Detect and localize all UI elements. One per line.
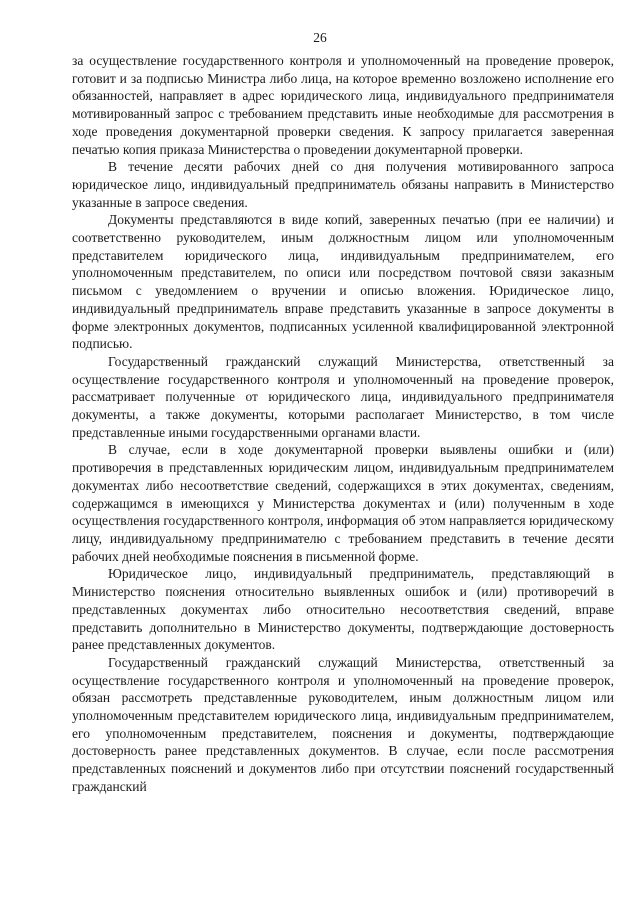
document-body xyxy=(72,52,614,796)
page-number: 26 xyxy=(313,30,327,45)
paragraph-continuation: за осуществление государственного контроля и уполномоченный на проведение проверок, готовит и за подписью Министра либо лица, на которое временно возложено исполнение его обязанностей, направляет в адрес юридического лица, индивидуального предпринимателя мотивированный запрос с требованием представить иные необходимые для рассмотрения в ходе проведения документарной проверки сведения. К запросу прилагается заверенная печатью копия приказа Министерства о проведении документарной проверки. xyxy=(72,53,614,157)
paragraph: В течение десяти рабочих дней со дня получения мотивированного запроса юридическое лицо, индивидуальный предприниматель обязаны направить в Министерство указанные в запросе сведения. xyxy=(72,159,614,210)
paragraph: Юридическое лицо, индивидуальный предприниматель, представляющий в Министерство пояснения относительно выявленных ошибок и (или) противоречий в представленных документах либо относительно несоответствия сведений, вправе представить дополнительно в Министерство документы, подтверждающие достоверность ранее представленных документов. xyxy=(72,566,614,653)
paragraph: Государственный гражданский служащий Министерства, ответственный за осуществление государственного контроля и уполномоченный на проведение проверок, рассматривает полученные от юридического лица, индивидуального предпринимателя документы, а также документы, которыми располагает Министерство, в том числе представленные иными государственными органами власти. xyxy=(72,353,614,440)
paragraph: Государственный гражданский служащий Министерства, ответственный за осуществление государственного контроля и уполномоченный на проведение проверок, обязан рассмотреть представленные руководителем, иным должностным лицом или уполномоченным представителем юридического лица, индивидуальным предпринимателем, его уполномоченным представителем, пояснения и документы, подтверждающие достоверность ранее представленных документов. В случае, если после рассмотрения представленных пояснений и документов либо при отсутствии пояснений государственный гражданский xyxy=(72,654,614,794)
paragraph: В случае, если в ходе документарной проверки выявлены ошибки и (или) противоречия в представленных юридическим лицом, индивидуальным предпринимателем документах либо несоответствие сведений, содержащихся в этих документах, сведениям, содержащимся в имеющихся у Министерства документах и (или) полученным в ходе осуществления государственного контроля, информация об этом направляется юридическому лицу, индивидуальному предпринимателю с требованием представить в течение десяти рабочих дней необходимые пояснения в письменной форме. xyxy=(72,442,614,564)
paragraph: Документы представляются в виде копий, заверенных печатью (при ее наличии) и соответственно руководителем, иным должностным лицом или уполномоченным представителем юридического лица, индивидуальным предпринимателем, его уполномоченным представителем, по описи или посредством почтовой связи заказным письмом с уведомлением о вручении и описью вложения. Юридическое лицо, индивидуальный предприниматель вправе представить указанные в запросе документы в форме электронных документов, подписанных усиленной квалифицированной электронной подписью. xyxy=(72,212,614,352)
